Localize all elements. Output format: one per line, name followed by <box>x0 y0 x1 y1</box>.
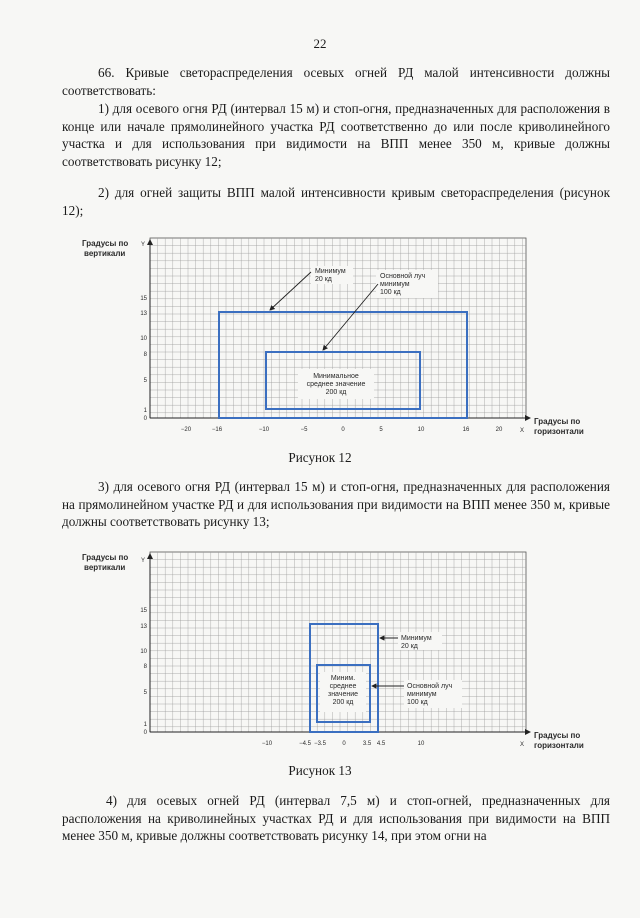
tick-label: 10 <box>417 427 425 433</box>
tick-label: −20 <box>180 427 192 433</box>
tick-label: −16 <box>211 427 223 433</box>
figure-12-annotation-avg-1: Минимальное <box>313 373 359 380</box>
tick-label: 15 <box>140 608 147 614</box>
tick-label: 8 <box>143 352 147 358</box>
figure-12-annotation-main-3: 100 кд <box>380 289 401 296</box>
figure-13-chart <box>80 546 600 756</box>
figure-12-annotation-avg-2: среднее значение <box>306 381 366 388</box>
figure-12-y-letter: Y <box>141 242 146 248</box>
figure-13-y-label-1: Градусы по <box>82 553 129 562</box>
figure-13-annotation-avg-2: среднее <box>329 683 357 690</box>
paragraph-item-4: 4) для осевых огней РД (интервал 7,5 м) и стоп-огней, предназначенных для расположения на криволинейных участках РД и для использования при видимости на ВПП менее 350 м, кривые должны соответствовать рисунку 14, при этом огни на <box>62 793 610 844</box>
tick-label: −10 <box>261 741 273 747</box>
figure-12-y-label-2: вертикали <box>84 249 126 258</box>
figure-13-y-label-2: вертикали <box>84 563 126 572</box>
tick-label: 5 <box>143 690 147 696</box>
tick-label: 5 <box>143 378 147 384</box>
tick-label: 0 <box>143 730 147 736</box>
tick-label: 4.5 <box>376 741 386 747</box>
figure-12-annotation-main-1: Основной луч <box>380 273 426 280</box>
paragraph-item-2: 2) для огней защиты ВПП малой интенсивности кривым светораспределения (рисунок 12); <box>62 185 610 218</box>
figure-13-annotation-main-1: Основной луч <box>407 683 453 690</box>
tick-label: 10 <box>417 741 425 747</box>
paragraph-66: 66. Кривые светораспределения осевых огней РД малой интенсивности должны соответствовать: <box>62 65 610 98</box>
figure-13-annotation-main-3: 100 кд <box>407 699 428 706</box>
tick-label: 8 <box>143 664 147 670</box>
figure-13-x-ticks <box>262 741 425 747</box>
tick-label: 0 <box>342 741 346 747</box>
tick-label: 15 <box>140 296 147 302</box>
tick-label: −3.5 <box>314 741 326 747</box>
figure-12-y-label-1: Градусы по <box>82 239 129 248</box>
figure-12-caption: Рисунок 12 <box>288 450 352 465</box>
figure-12-annotation-avg-3: 200 кд <box>325 389 347 396</box>
page-number: 22 <box>313 36 327 51</box>
figure-13-annotation-avg-1: Миним. <box>330 675 356 682</box>
figure-12-x-ticks <box>181 427 503 433</box>
tick-label: 3.5 <box>362 741 372 747</box>
figure-13-x-label-1: Градусы по <box>534 731 581 740</box>
figure-13-annotation-min-2: 20 кд <box>401 643 418 650</box>
tick-label: −10 <box>258 427 270 433</box>
figure-13-x-letter: X <box>520 742 525 748</box>
figure-13-y-ticks <box>140 608 147 736</box>
paragraph-item-3: 3) для осевого огня РД (интервал 15 м) и стоп-огня, предназначенных для расположения на прямолинейном участке РД и для использования при видимости на ВПП менее 350 м, кривые должны соответствовать рисунку 13; <box>62 479 610 530</box>
figure-12-x-letter: X <box>520 428 525 434</box>
figure-12-annotation-main-2: минимум <box>380 281 410 288</box>
tick-label: 0 <box>143 416 147 422</box>
tick-label: −4.5 <box>299 741 311 747</box>
tick-label: 0 <box>341 427 345 433</box>
figure-12-x-label-1: Градусы по <box>534 417 581 426</box>
tick-label: 1 <box>143 722 147 728</box>
figure-13-y-letter: Y <box>141 558 146 564</box>
tick-label: 10 <box>140 649 147 655</box>
figure-13-annotation-avg-3: значение <box>327 691 359 698</box>
figure-13-annotation-main-2: минимум <box>407 691 437 698</box>
paragraph-item-1: 1) для осевого огня РД (интервал 15 м) и стоп-огня, предназначенных для расположения в конце или начале прямолинейного участка РД соответственно до или после криволинейного участка и для использования при видимости на ВПП менее 350 м, кривые должны соответствовать рисунку 12; <box>62 101 610 169</box>
tick-label: 16 <box>462 427 470 433</box>
figure-12-annotation-min-2: 20 кд <box>315 276 332 283</box>
figure-12-chart <box>80 232 600 440</box>
figure-13-annotation-min-1: Минимум <box>401 635 432 642</box>
tick-label: −5 <box>300 427 308 433</box>
figure-13-annotation-avg-4: 200 кд <box>332 699 354 706</box>
figure-12-x-label-2: горизонтали <box>534 427 584 436</box>
figure-13-x-label-2: горизонтали <box>534 741 584 750</box>
tick-label: 13 <box>140 624 147 630</box>
figure-12-annotation-min-1: Минимум <box>315 268 346 275</box>
tick-label: 13 <box>140 311 147 317</box>
figure-12-arrow-main <box>323 284 378 350</box>
figure-13-caption: Рисунок 13 <box>288 763 352 778</box>
tick-label: 10 <box>140 336 147 342</box>
tick-label: 20 <box>495 427 503 433</box>
tick-label: 1 <box>143 408 147 414</box>
figure-12-y-ticks <box>140 296 147 422</box>
tick-label: 5 <box>379 427 383 433</box>
